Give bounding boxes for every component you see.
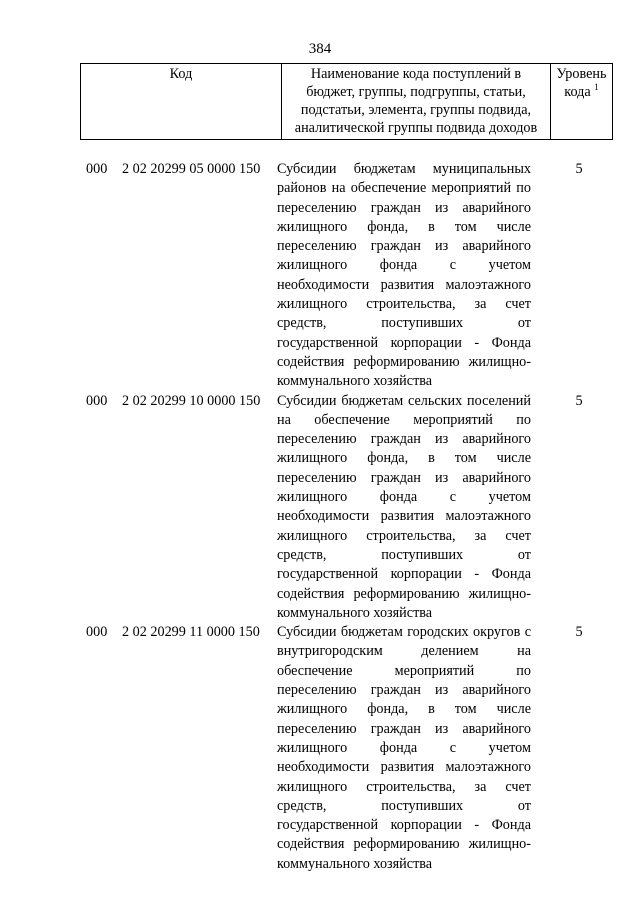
row-level: 5 [575, 624, 583, 641]
header-name: Наименование кода поступлений в бюджет, группы, подгруппы, статьи, подстатьи, элемента, группы подвида, аналитической группы подвида доходов [282, 64, 551, 140]
header-level [551, 64, 613, 140]
table-header [80, 63, 613, 140]
header-code: Код [81, 64, 282, 140]
row-code: 2 02 20299 11 0000 150 [122, 624, 260, 641]
row-code: 2 02 20299 05 0000 150 [122, 161, 261, 177]
row-prefix: 000 [86, 624, 108, 641]
row-name: Субсидии бюджетам сельских поселений на обеспечение мероприятий по переселению граждан из аварийного жилищного фонда, в том числе переселению граждан из аварийного жилищного фонда с учетом необходимости развития малоэтажного жилищного строительства, за счет средств, поступивших от государственной корпорации - Фонда содействия реформированию жилищно-коммунального хозяйства [277, 392, 531, 621]
header-level-label: Уровень кода [556, 66, 607, 100]
row-code: 2 02 20299 10 0000 150 [122, 392, 261, 409]
page-number: 384 [308, 41, 332, 57]
row-prefix: 000 [86, 392, 108, 409]
table-row [80, 623, 613, 874]
table-body [80, 160, 613, 874]
row-name: Субсидии бюджетам муниципальных районов на обеспечение мероприятий по переселению граждан из аварийного жилищного фонда, в том числе переселению граждан из аварийного жилищного фонда с учетом необходимости развития малоэтажного жилищного строительства, за счет средств, поступивших от государственной корпорации - Фонда содействия реформированию жилищно-коммунального хозяйства [277, 161, 531, 390]
row-level: 5 [575, 392, 583, 409]
table-row [80, 160, 613, 392]
table-row [80, 392, 613, 624]
row-prefix: 000 [86, 161, 108, 177]
footnote-marker: 1 [594, 82, 599, 92]
row-level: 5 [575, 161, 583, 177]
row-name: Субсидии бюджетам городских округов с внутригородским делением на обеспечение мероприятий по переселению граждан из аварийного жилищного фонда, в том числе переселению граждан из аварийного жилищного фонда с учетом необходимости развития малоэтажного жилищного строительства, за счет средств, поступивших от государственной корпорации - Фонда содействия реформированию жилищно-коммунального хозяйства [277, 624, 531, 872]
